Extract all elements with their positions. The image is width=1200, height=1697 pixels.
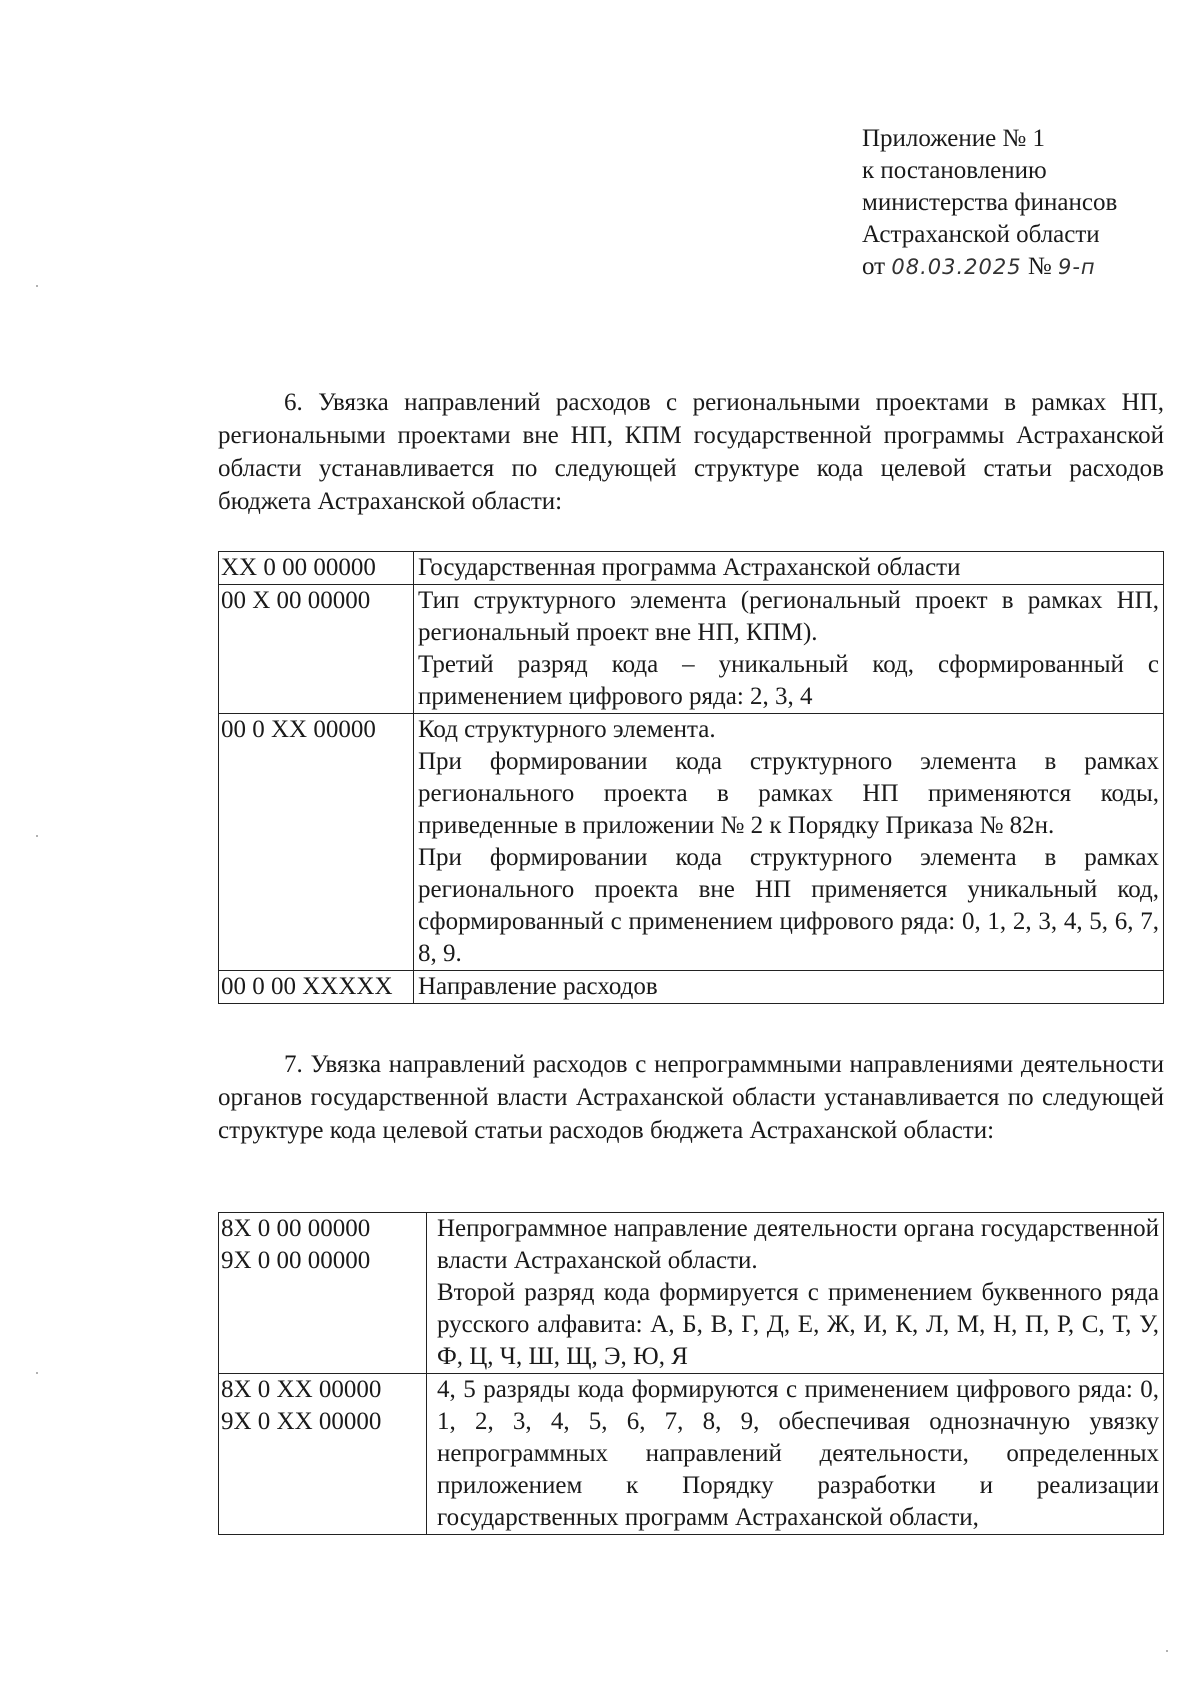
section-7-paragraph: 7. Увязка направлений расходов с непрограммными направлениями деятельности органов государственной власти Астраханской области устанавливается по следующей структуре кода целевой статьи расходов бюджета Астраханской области: (218, 1051, 1164, 1144)
appendix-region: Астраханской области (862, 221, 1100, 248)
table-row (219, 971, 1164, 1004)
code-structure-table-6 (218, 551, 1164, 1004)
description-cell (414, 714, 1164, 971)
table-row (219, 714, 1164, 971)
code-line: 8X 0 XX 00000 (221, 1376, 382, 1403)
appendix-to-resolution: к постановлению (862, 157, 1047, 184)
date-prefix: от (862, 253, 886, 280)
appendix-date-line (862, 251, 1182, 283)
description-paragraph: При формировании кода структурного элемента в рамках регионального проекта вне НП применяется уникальный код, сформированный с применением цифрового ряда: 0, 1, 2, 3, 4, 5, 6, 7, 8, 9. (418, 844, 1159, 967)
code-line: 9X 0 XX 00000 (221, 1408, 382, 1435)
description-cell (427, 1374, 1164, 1535)
code-cell: 00 0 XX 00000 (219, 714, 414, 971)
code-line: 8X 0 00 00000 (221, 1215, 371, 1242)
description-paragraph: Третий разряд кода – уникальный код, сформированный с применением цифрового ряда: 2, 3, 4 (418, 651, 1159, 710)
description-paragraph: 4, 5 разряды кода формируются с применением цифрового ряда: 0, 1, 2, 3, 4, 5, 6, 7, 8, 9, обеспечивая однозначную увязку непрограммных направлений деятельности, определенных приложением к Порядку разработки и реализации государственных программ Астраханской области, (437, 1376, 1159, 1531)
code-cell: 00 0 00 XXXXX (219, 971, 414, 1004)
description-cell (414, 552, 1164, 585)
code-line: 9X 0 00 00000 (221, 1247, 371, 1274)
table-row (219, 1374, 1164, 1535)
appendix-ministry: министерства финансов (862, 189, 1118, 216)
table-row (219, 585, 1164, 714)
code-cell: 00 X 00 00000 (219, 585, 414, 714)
scan-speck (36, 1372, 38, 1374)
scan-speck (36, 285, 38, 287)
code-structure-table-7 (218, 1212, 1164, 1535)
code-cell (219, 1374, 427, 1535)
description-paragraph: Непрограммное направление деятельности органа государственной власти Астраханской области. (437, 1215, 1159, 1274)
handwritten-number: 9-п (1057, 255, 1096, 279)
appendix-header (862, 123, 1182, 283)
code-cell: XX 0 00 00000 (219, 552, 414, 585)
scan-speck (36, 835, 38, 837)
description-paragraph: Тип структурного элемента (региональный проект в рамках НП, региональный проект вне НП, КПМ). (418, 587, 1159, 646)
description-cell (414, 971, 1164, 1004)
description-paragraph: Код структурного элемента. (418, 716, 716, 743)
table-row (219, 1213, 1164, 1374)
description-paragraph: Направление расходов (418, 973, 658, 1000)
appendix-number: Приложение № 1 (862, 125, 1046, 152)
description-paragraph: Государственная программа Астраханской области (418, 554, 961, 581)
section-6-paragraph: 6. Увязка направлений расходов с региональными проектами в рамках НП, региональными проектами вне НП, КПМ государственной программы Астраханской области устанавливается по следующей структуре кода целевой статьи расходов бюджета Астраханской области: (218, 389, 1164, 515)
code-cell (219, 1213, 427, 1374)
description-cell (427, 1213, 1164, 1374)
table-row (219, 552, 1164, 585)
scan-speck (1166, 1650, 1168, 1652)
description-paragraph: Второй разряд кода формируется с применением буквенного ряда русского алфавита: А, Б, В, Г, Д, Е, Ж, И, К, Л, М, Н, П, Р, С, Т, У, Ф, Ц, Ч, Ш, Щ, Э, Ю, Я (437, 1279, 1159, 1370)
number-sign: № (1027, 253, 1052, 280)
handwritten-date: 08.03.2025 (891, 255, 1022, 279)
description-paragraph: При формировании кода структурного элемента в рамках регионального проекта в рамках НП применяются коды, приведенные в приложении № 2 к Порядку Приказа № 82н. (418, 748, 1159, 839)
description-cell (414, 585, 1164, 714)
